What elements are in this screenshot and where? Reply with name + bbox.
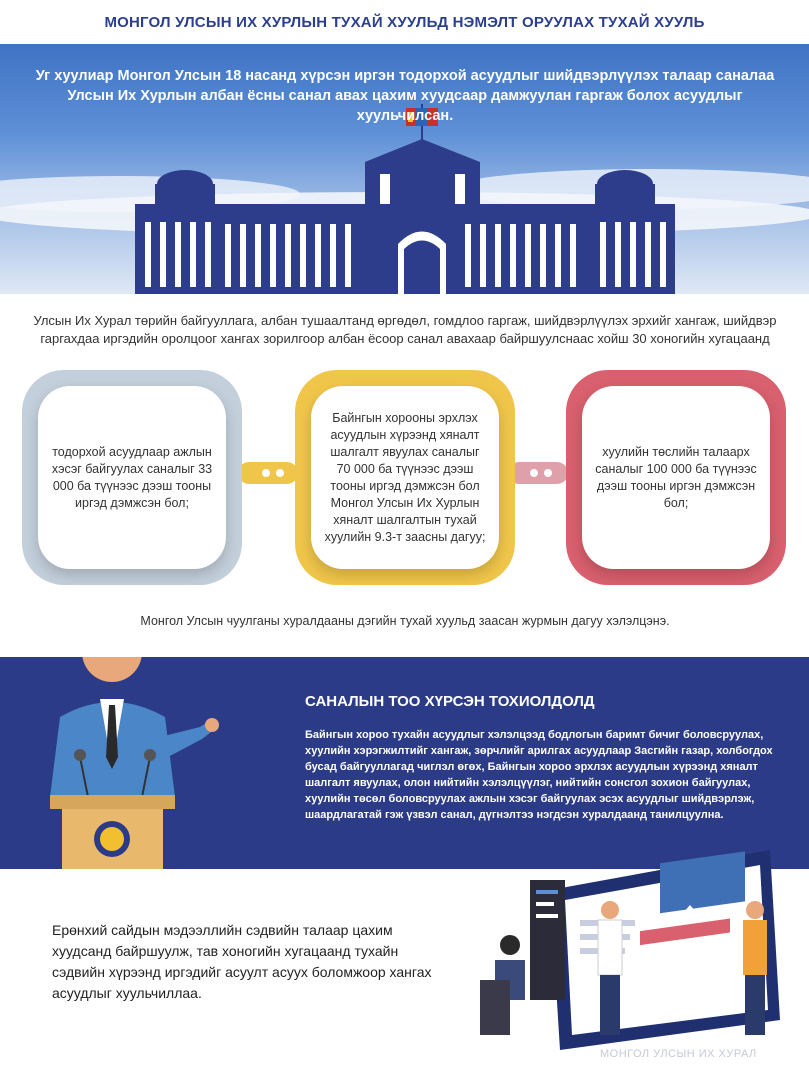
condition-card-3 (566, 370, 786, 585)
info-band (0, 657, 809, 869)
connector-dot (276, 469, 284, 477)
connector-2 (508, 462, 568, 484)
connector-dot (530, 469, 538, 477)
condition-card-1 (22, 370, 242, 585)
connector-dot (544, 469, 552, 477)
condition-card-text: Байнгын хорооны эрхлэх асуудлын хүрээнд хяналт шалгалт явуулах саналыг 70 000 ба түүнээс дээш тооны иргэд дэмжсэн бол Монгол Улсын Их Хурлын хяналт шалгалтын тухай хуулийн 9.3-т заасны дагуу; (311, 386, 499, 569)
page-title: МОНГОЛ УЛСЫН ИХ ХУРЛЫН ТУХАЙ ХУУЛЬД НЭМЭЛТ ОРУУЛАХ ТУХАЙ ХУУЛЬ (104, 13, 705, 31)
hero-text: Уг хуулиар Монгол Улсын 18 насанд хүрсэн иргэн тодорхой асуудлыг шийдвэрлүүлэх талаар саналаа Улсын Их Хурлын албан ёсны санал авах цахим хуудсаар дамжуулан гаргаж болох асуудлыг хуульчилсан. (35, 68, 775, 124)
band-title: САНАЛЫН ТОО ХҮРСЭН ТОХИОЛДОЛД (305, 693, 595, 710)
intro-text: Улсын Их Хурал төрийн байгууллага, албан тушаалтанд өргөдөл, гомдлоо гаргаж, шийдвэрлүүлэх эрхийг хангаж, шийдвэр гаргахдаа иргэдийн оролцоог хангах зорилгоор албан ёсоор санал авахаар байршуулснаас хойш 30 хоногийн хугацаанд (33, 313, 777, 346)
connector-dot (262, 469, 270, 477)
band-text: Байнгын хороо тухайн асуудлыг хэлэлцээд бодлогын баримт бичиг боловсруулах, хуулийн хэрэгжилтийг хангаж, зөрчлийг арилгах асуудлаар Засгийн газар, холбогдох бусад байгууллагад чиглэл өгөх, Байнгын хороо эрхлэх асуудлын хүрээнд хяналт шалгалт явуулах, олон нийтийн хэлэлцүүлэг, нийтийн сонсгол зохион байгуулах, хуулийн төсөл боловсруулах ажлын хэсэг байгуулах эсэх асуудлыг шийдвэрлэж, шаардлагатай гэж үзвэл санал, дүгнэлтээ нэгдсэн хуралдаанд танилцуулна. (305, 729, 773, 821)
condition-card-2 (295, 370, 515, 585)
screen-illustration (470, 850, 800, 1075)
footer-watermark: МОНГОЛ УЛСЫН ИХ ХУРАЛ (600, 1048, 757, 1060)
condition-card-text: хуулийн төслийн талаарх саналыг 100 000 ба түүнээс дээш тооны иргэн дэмжсэн бол; (582, 386, 770, 569)
bottom-text: Ерөнхий сайдын мэдээллийн сэдвийн талаар цахим хуудсанд байршуулж, тав хоногийн хугацаанд тухайн сэдвийн хүрээнд иргэдийг асуулт асуух боломжоор хангах асуудлыг хуульчиллаа. (52, 922, 432, 1001)
condition-card-text: тодорхой асуудлаар ажлын хэсэг байгуулах саналыг 33 000 ба түүнээс дээш тооны иргэд дэмжсэн бол; (38, 386, 226, 569)
speaker-illustration (0, 657, 300, 869)
after-cards-text: Монгол Улсын чуулганы хуралдааны дэгийн тухай хуульд заасан журмын дагуу хэлэлцэнэ. (140, 614, 670, 628)
hero-banner (0, 44, 809, 294)
